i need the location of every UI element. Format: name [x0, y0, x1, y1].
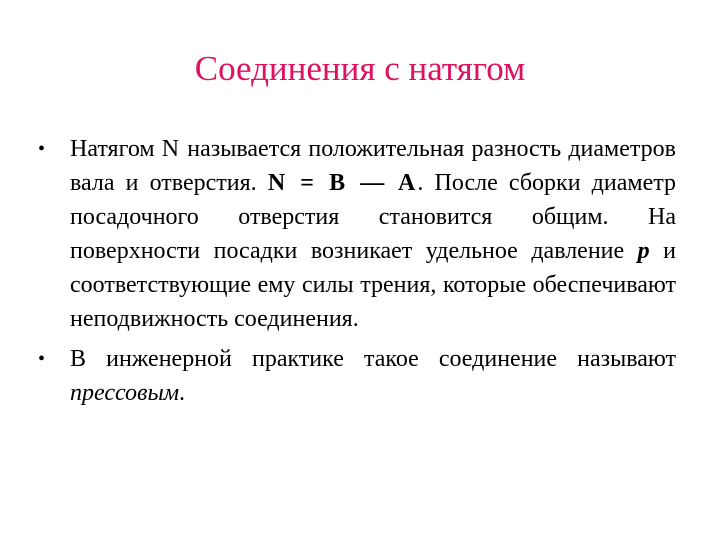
- slide-title: Соединения с натягом: [194, 49, 526, 88]
- bullet-text: .: [179, 380, 186, 406]
- bullet-text: и соответствующие ему силы трения, которые обеспечивают неподвижность соединения.: [70, 238, 677, 332]
- variable-p: p: [637, 238, 650, 264]
- bullet-dot-icon: •: [38, 348, 46, 370]
- bullet-list: [36, 132, 676, 416]
- bullet-text: называется положительная разность диаметров вала и отверстия.: [70, 136, 676, 196]
- italic-term: прессовым: [70, 380, 180, 406]
- formula: N = B — A: [267, 170, 418, 196]
- bullet-text: В инженерной практике такое соединение называют: [70, 346, 676, 372]
- bullet-item-interference-definition: [36, 132, 676, 336]
- symbol-n: N: [161, 136, 181, 162]
- bullet-text: Натягом: [70, 136, 162, 162]
- bullet-text: . После сборки диаметр посадочного отверстия становится общим. На поверхности посадки возникает удельное давление: [70, 170, 677, 264]
- bullet-dot-icon: •: [38, 138, 46, 160]
- bullet-item-press-fit: [36, 342, 676, 410]
